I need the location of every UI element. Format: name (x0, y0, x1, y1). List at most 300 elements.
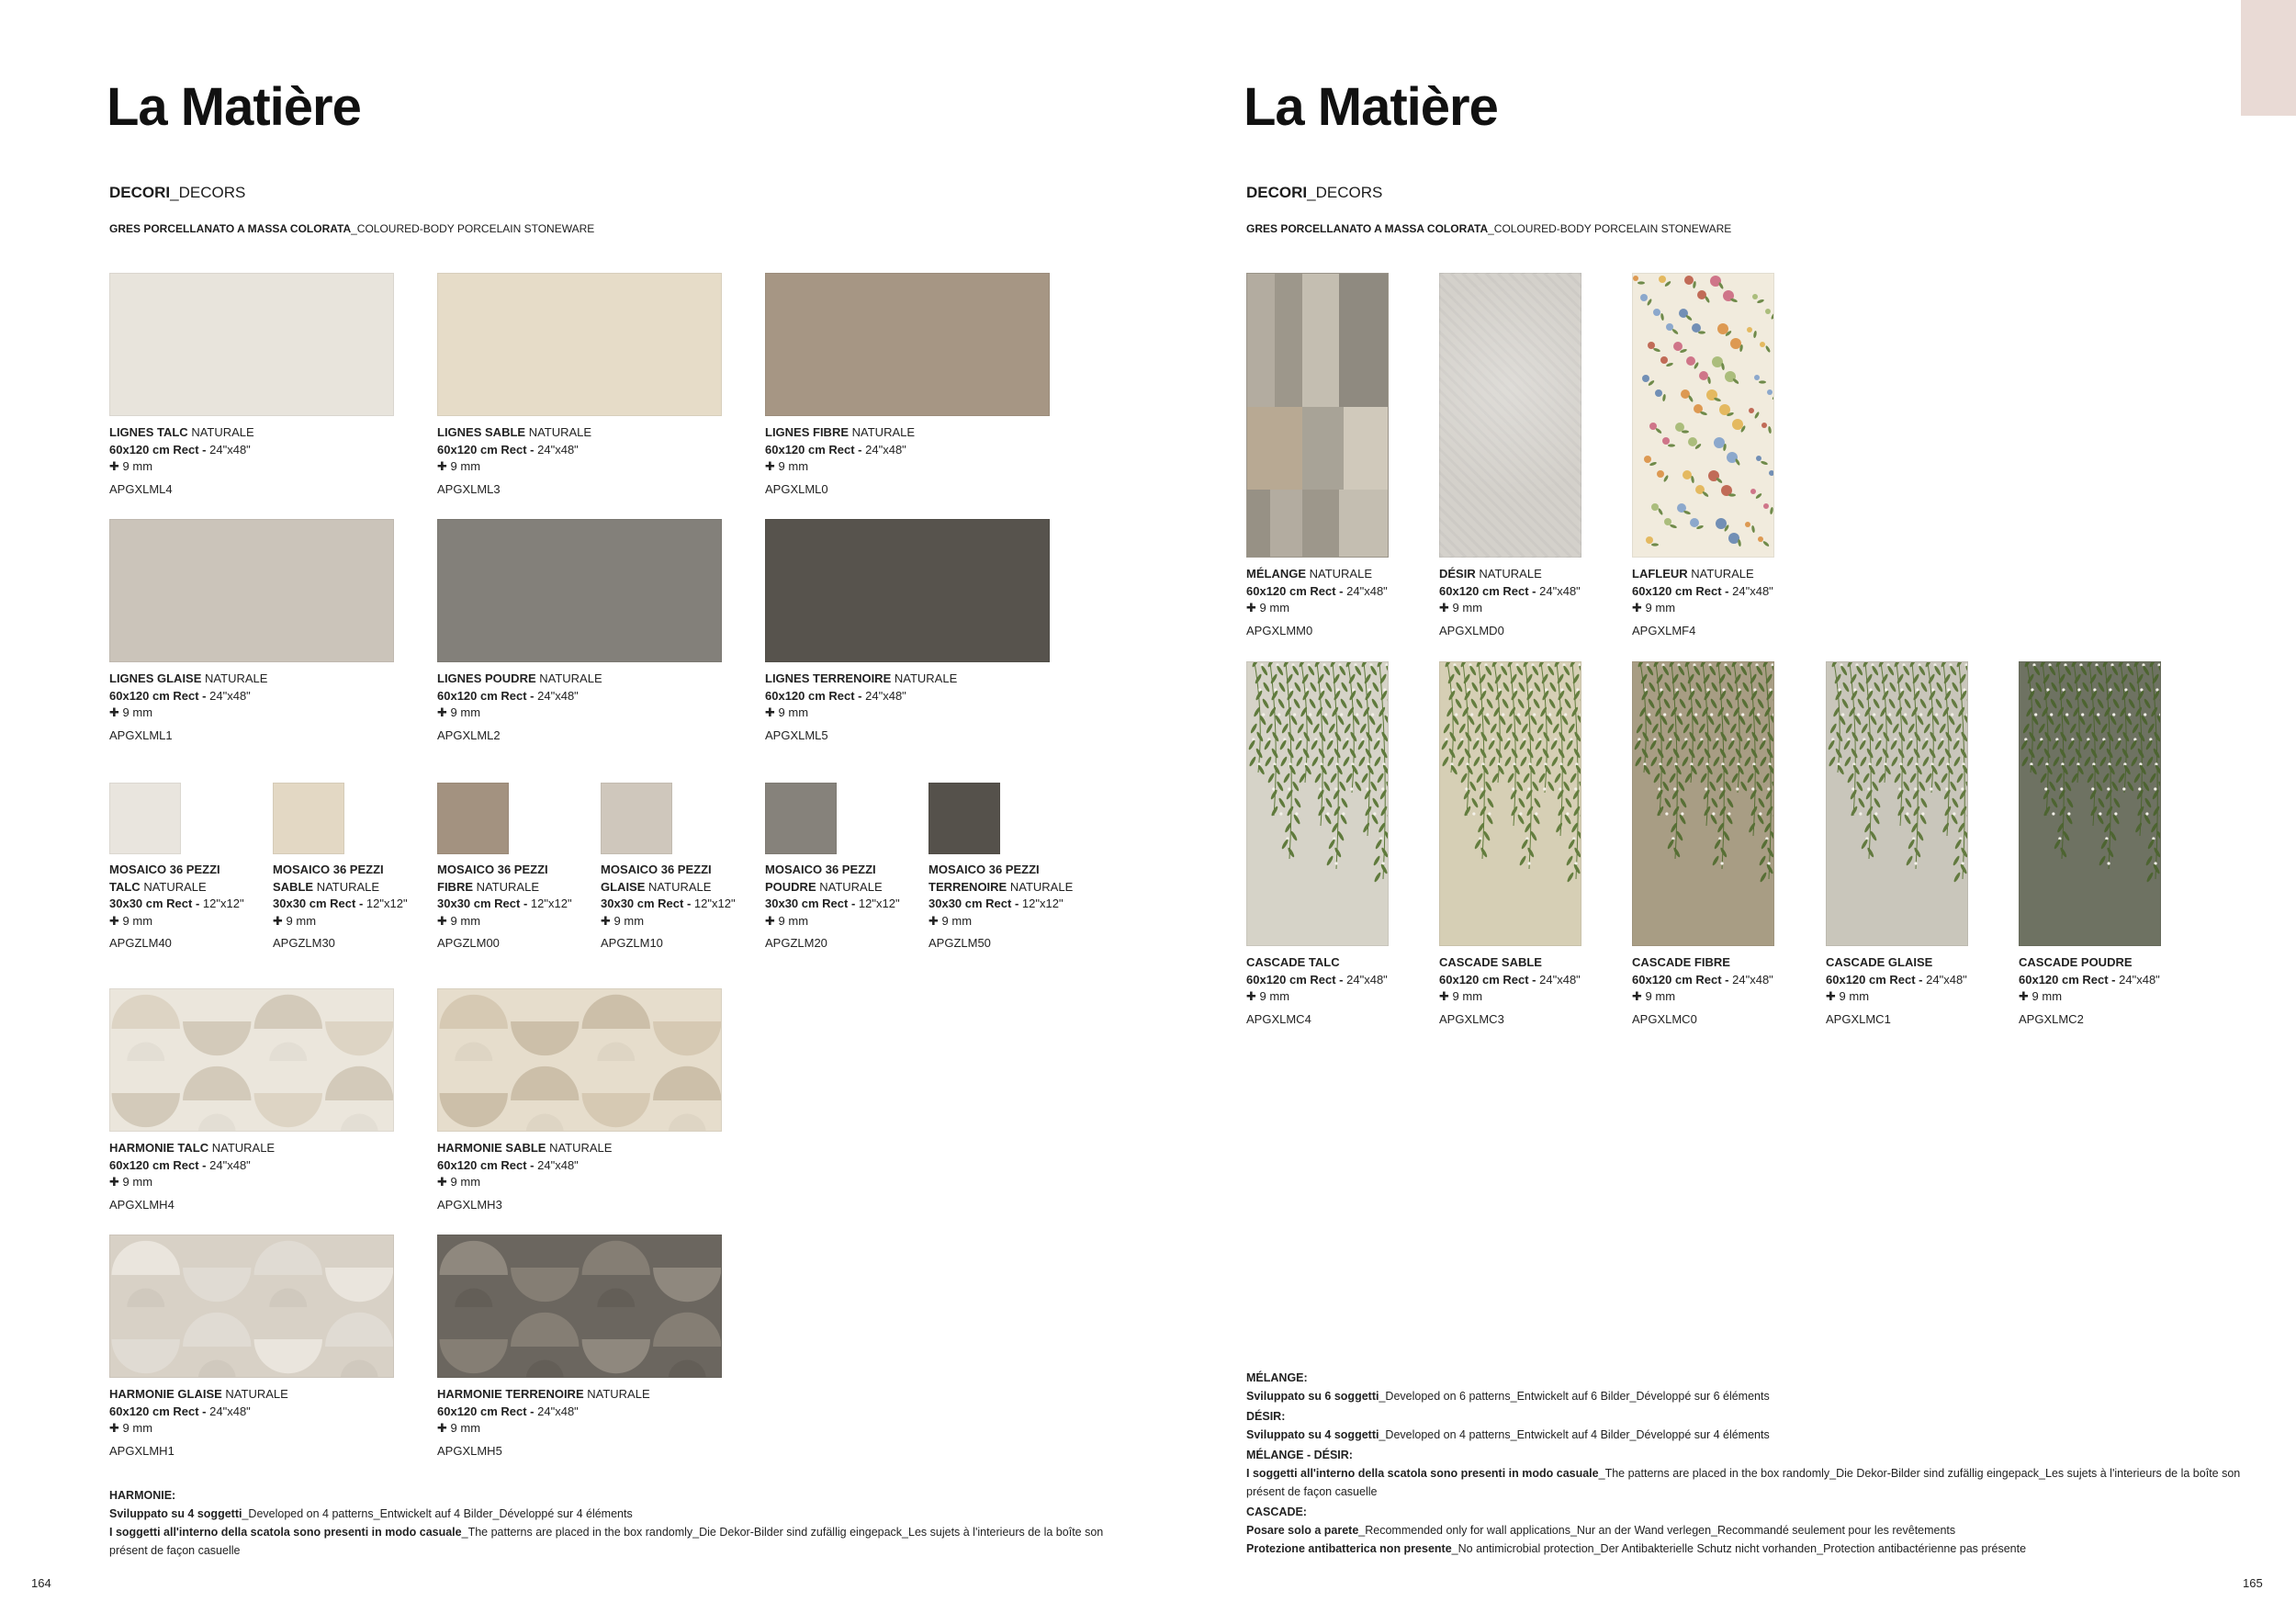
vine-leaf (1640, 673, 1649, 684)
page-title-right: La Matière (1244, 77, 1498, 137)
product-size: 60x120 cm Rect - (437, 1157, 535, 1172)
vine-leaf (1566, 855, 1574, 866)
vine-leaf (1663, 698, 1671, 709)
product-finish: NATURALE (587, 1387, 650, 1401)
product-thickness: 9 mm (122, 913, 153, 928)
product-code: APGXLMH1 (109, 1443, 174, 1458)
vine-leaf (1482, 830, 1491, 841)
product-finish: NATURALE (549, 1141, 613, 1155)
vine-leaf (1554, 773, 1562, 784)
floral-pattern (1633, 274, 1774, 558)
vine-leaf (1511, 748, 1519, 759)
vine-leaf (1486, 682, 1494, 693)
half-circle-motif (511, 1021, 579, 1055)
vine-leaf (1698, 723, 1706, 734)
vine-leaf (1283, 773, 1291, 784)
flower-motif (1745, 522, 1750, 527)
product-size: 60x120 cm Rect - (1439, 972, 1536, 987)
vine-leaf (1888, 698, 1896, 709)
vine-leaf (1943, 789, 1952, 800)
vine-leaf (1365, 748, 1373, 759)
vine-leaf (1373, 855, 1381, 866)
vine-leaf (1488, 756, 1496, 767)
thickness-icon: ✚ (765, 459, 775, 473)
vine-leaf (2058, 789, 2066, 800)
section-heading-left: DECORI_DECORS (109, 184, 246, 201)
product-code: APGXLML3 (437, 481, 501, 496)
half-circle-motif (440, 1093, 508, 1127)
vine-leaf (1757, 814, 1765, 825)
product-size: 60x120 cm Rect - (109, 688, 207, 703)
vine-leaf (1490, 723, 1498, 734)
vine-leaf (1317, 690, 1325, 701)
vine-leaf (1270, 673, 1278, 684)
vine-leaf (1700, 773, 1708, 784)
vine-leaf (1710, 814, 1718, 825)
half-circle-motif (183, 1021, 251, 1055)
vine-leaf (1694, 698, 1703, 709)
vine-leaf (1696, 756, 1705, 767)
vine-leaf (1850, 673, 1858, 684)
vine-leaf (1840, 665, 1848, 676)
blossom-dot (1966, 713, 1968, 716)
thickness-icon: ✚ (437, 1421, 447, 1435)
blossom-dot (2154, 787, 2156, 790)
vine-leaf (1672, 847, 1681, 858)
vine-leaf (1522, 662, 1530, 668)
vine-leaf (1364, 789, 1372, 800)
melange-block (1247, 274, 1275, 407)
half-circle-motif (254, 1093, 322, 1127)
vine-leaf (1925, 773, 1933, 784)
product-size: 60x120 cm Rect - (437, 1404, 535, 1418)
vine-leaf (2089, 789, 2098, 800)
product-name: HARMONIE SABLE (437, 1141, 546, 1155)
blossom-dot (1564, 713, 1567, 716)
product-code: APGXLMH4 (109, 1197, 174, 1212)
vine-leaf (1890, 756, 1898, 767)
vine-leaf (1876, 723, 1885, 734)
vine-leaf (2114, 756, 2122, 767)
vine-leaf (1648, 682, 1656, 693)
tile-swatch-apgxlmc3 (1439, 661, 1581, 946)
product-name: LIGNES TERRENOIRE (765, 671, 892, 685)
vine-leaf (2152, 690, 2160, 701)
vine-leaf (1873, 797, 1881, 808)
vine-leaf (1863, 773, 1871, 784)
vine-leaf (1348, 690, 1356, 701)
vine-leaf (1908, 723, 1916, 734)
vine-leaf (2065, 698, 2074, 709)
product-name: GLAISE (601, 879, 646, 894)
vine-leaf (1463, 673, 1471, 684)
vine-leaf (1324, 698, 1333, 709)
vine-leaf (1929, 748, 1937, 759)
vine-leaf (1906, 855, 1914, 866)
half-circle-motif (511, 1313, 579, 1347)
vine-leaf (1342, 739, 1350, 750)
vine-leaf (1328, 723, 1336, 734)
product-code: APGZLM20 (765, 936, 827, 950)
vine-leaf (1361, 773, 1369, 784)
vine-leaf (1718, 789, 1727, 800)
vine-leaf (2064, 781, 2072, 792)
vine-leaf (1470, 682, 1479, 693)
flower-motif (1747, 327, 1752, 333)
vine-leaf (2105, 690, 2113, 701)
vine-leaf (1726, 797, 1734, 808)
product-size-inches: 24"x48" (209, 442, 251, 457)
vine-leaf (2062, 715, 2070, 726)
material-subtitle-left: GRES PORCELLANATO A MASSA COLORATA_COLOURED-BODY PORCELAIN STONEWARE (109, 222, 595, 235)
vine-leaf (1708, 781, 1716, 792)
vine-leaf (1354, 781, 1362, 792)
vine-leaf (1482, 715, 1491, 726)
vine-leaf (1334, 847, 1342, 858)
vine-leaf (1286, 806, 1294, 817)
vine-leaf (2089, 690, 2098, 701)
vine-leaf (1939, 723, 1947, 734)
leaf-motif (1754, 412, 1761, 420)
vine-leaf (2064, 665, 2072, 676)
vine-leaf (1873, 814, 1881, 825)
vine-leaf (1761, 662, 1770, 668)
vine-leaf (1908, 839, 1916, 850)
vine-leaf (1262, 698, 1270, 709)
blossom-dot (1356, 713, 1358, 716)
blossom-dot (2145, 812, 2148, 815)
half-circle-motif (653, 1021, 721, 1055)
vine-leaf (1510, 673, 1518, 684)
vine-leaf (1677, 665, 1685, 676)
vine-leaf (1494, 673, 1503, 684)
vine-leaf (1322, 781, 1331, 792)
product-size-inches: 24"x48" (1926, 972, 1967, 987)
vine-leaf (2128, 698, 2136, 709)
thickness-icon: ✚ (1246, 601, 1256, 615)
vine-leaf (1333, 690, 1341, 701)
vine-leaf (1500, 665, 1508, 676)
vine-leaf (1651, 723, 1660, 734)
vine-leaf (1371, 814, 1379, 825)
vine-leaf (1455, 682, 1463, 693)
notes-right (1246, 1369, 2240, 1558)
vine-leaf (1348, 673, 1356, 684)
vine-leaf (1955, 662, 1964, 668)
vine-leaf (1517, 797, 1525, 808)
product-size: 30x30 cm Rect - (765, 897, 856, 910)
vine-leaf (2043, 748, 2052, 759)
vine-leaf (1354, 665, 1362, 676)
vine-leaf (1743, 739, 1751, 750)
vine-leaf (1710, 682, 1718, 693)
flower-motif (1712, 356, 1723, 367)
vine-leaf (1759, 855, 1767, 866)
tile-swatch-apgxlml0 (765, 273, 1050, 416)
blossom-dot (1319, 787, 1322, 790)
product-name: CASCADE FIBRE (1632, 955, 1730, 969)
note-heading: MÉLANGE: (1246, 1371, 1308, 1384)
vine-leaf (2038, 723, 2046, 734)
blossom-dot (2067, 812, 2070, 815)
product-code: APGZLM40 (109, 936, 172, 950)
blossom-dot (2159, 713, 2161, 716)
half-circle-motif (455, 1289, 492, 1307)
cascade-pattern (1440, 662, 1581, 946)
vine-leaf (1896, 673, 1905, 684)
vine-leaf (1634, 756, 1642, 767)
blossom-dot (1851, 787, 1854, 790)
vine-leaf (2062, 830, 2070, 841)
product-size-inches: 24"x48" (1732, 583, 1773, 598)
product-thickness: 9 mm (450, 459, 481, 473)
vine-leaf (1963, 715, 1968, 726)
vine-leaf (2112, 814, 2121, 825)
vine-leaf (1648, 698, 1656, 709)
product-code: APGXLMD0 (1439, 623, 1504, 637)
vine-leaf (2159, 698, 2161, 709)
vine-leaf (1646, 665, 1654, 676)
thickness-icon: ✚ (929, 913, 939, 928)
vine-leaf (1954, 723, 1963, 734)
product-size: 30x30 cm Rect - (601, 897, 692, 910)
vine-leaf (2090, 748, 2099, 759)
blossom-dot (1334, 787, 1337, 790)
vine-leaf (1966, 814, 1968, 825)
vine-leaf (1693, 665, 1701, 676)
blossom-dot (1873, 713, 1875, 716)
vine-leaf (1869, 715, 1877, 726)
half-circle-motif (669, 1360, 706, 1378)
vine-leaf (1750, 690, 1758, 701)
flower-motif (1640, 294, 1648, 301)
half-circle-motif (440, 1241, 508, 1275)
vine-leaf (2067, 739, 2076, 750)
blossom-dot (1945, 787, 1948, 790)
half-circle-motif (198, 1114, 236, 1132)
vine-leaf (1295, 756, 1303, 767)
vine-leaf (1279, 739, 1288, 750)
product-finish: NATURALE (1479, 567, 1542, 581)
vine-leaf (1321, 715, 1329, 726)
vine-leaf (1667, 839, 1675, 850)
blossom-dot (1535, 812, 1537, 815)
vine-leaf (1649, 756, 1658, 767)
vine-leaf (1679, 814, 1687, 825)
vine-leaf (1959, 690, 1967, 701)
tile-swatch-apgxlmm0 (1246, 273, 1389, 558)
blossom-dot (1728, 812, 1730, 815)
half-circle-motif (183, 1313, 251, 1347)
flower-motif (1644, 456, 1651, 463)
product-size-inches: 24"x48" (1539, 972, 1581, 987)
half-circle-motif (653, 1313, 721, 1347)
vine-leaf (1570, 773, 1578, 784)
vine-leaf (1687, 673, 1695, 684)
vine-leaf (1560, 715, 1569, 726)
vine-leaf (1572, 690, 1581, 701)
vine-leaf (1671, 789, 1680, 800)
flower-motif (1686, 356, 1695, 366)
vine-leaf (1356, 682, 1364, 693)
vine-leaf (1387, 797, 1389, 808)
blossom-dot (1841, 713, 1844, 716)
blossom-dot (2128, 713, 2131, 716)
leaf-motif (1728, 493, 1736, 496)
harmonie-pattern (438, 1235, 722, 1378)
leaf-motif (1638, 281, 1645, 284)
vine-leaf (1480, 748, 1488, 759)
vine-leaf (1750, 789, 1758, 800)
page-title-left: La Matière (107, 77, 361, 137)
flower-motif (1750, 489, 1756, 494)
vine-leaf (1526, 731, 1535, 742)
vine-leaf (1484, 665, 1492, 676)
product-thickness: 9 mm (1645, 989, 1676, 1003)
leaf-motif (1751, 525, 1756, 533)
vine-leaf (1773, 682, 1774, 693)
vine-leaf (1918, 781, 1926, 792)
vine-leaf (1759, 739, 1767, 750)
blossom-dot (1904, 713, 1907, 716)
half-circle-motif (526, 1360, 564, 1378)
vine-leaf (1933, 781, 1941, 792)
product-size-inches: 12"x12" (530, 897, 572, 910)
blossom-dot (1914, 862, 1917, 864)
blossom-dot (1373, 812, 1376, 815)
tile-caption (273, 862, 408, 953)
blossom-dot (1859, 812, 1862, 815)
leaf-motif (1682, 430, 1689, 433)
vine-leaf (1271, 748, 1279, 759)
vine-leaf (1850, 789, 1858, 800)
flower-motif (1662, 437, 1670, 445)
vine-leaf (1941, 773, 1949, 784)
vine-leaf (1515, 665, 1524, 676)
product-code: APGXLMH5 (437, 1443, 502, 1458)
product-finish: NATURALE (648, 879, 712, 894)
blossom-dot (1366, 787, 1368, 790)
product-finish: NATURALE (476, 879, 540, 894)
vine-leaf (1277, 682, 1286, 693)
vine-leaf (1326, 739, 1334, 750)
product-size: 60x120 cm Rect - (1246, 583, 1344, 598)
tile-swatch-apgxlmd0 (1439, 273, 1581, 558)
vine-leaf (1735, 748, 1743, 759)
tile-swatch-apgxlml4 (109, 273, 394, 416)
vine-leaf (1277, 797, 1286, 808)
vine-leaf (1293, 797, 1301, 808)
page-number-right: 165 (2243, 1576, 2263, 1590)
vine-leaf (1371, 698, 1379, 709)
product-thickness: 9 mm (1259, 989, 1290, 1003)
leaf-motif (1651, 543, 1659, 546)
vine-leaf (1311, 756, 1319, 767)
vine-leaf (1769, 715, 1774, 726)
vine-leaf (1718, 806, 1727, 817)
vine-leaf (1748, 822, 1756, 833)
thickness-icon: ✚ (2019, 989, 2029, 1003)
blossom-dot (1888, 713, 1891, 716)
blossom-dot (2122, 787, 2125, 790)
vine-leaf (2079, 665, 2088, 676)
vine-leaf (1724, 781, 1732, 792)
product-size: 60x120 cm Rect - (437, 442, 535, 457)
flower-motif (1648, 342, 1655, 349)
vine-leaf (1747, 773, 1755, 784)
blossom-dot (1720, 787, 1723, 790)
blossom-dot (1665, 812, 1668, 815)
vine-leaf (1552, 723, 1560, 734)
leaf-motif (1698, 331, 1705, 333)
blossom-dot (1961, 787, 1964, 790)
vine-leaf (1661, 781, 1670, 792)
vine-leaf (2134, 822, 2143, 833)
flower-motif (1664, 518, 1671, 525)
vine-leaf (1514, 715, 1522, 726)
vine-leaf (2050, 682, 2058, 693)
vine-leaf (1443, 723, 1451, 734)
product-size-inches: 12"x12" (693, 897, 736, 910)
vine-leaf (2112, 682, 2121, 693)
tile-swatch-apgzlm00 (437, 783, 509, 854)
vine-leaf (1505, 723, 1514, 734)
vine-leaf (1857, 797, 1865, 808)
product-series: MOSAICO 36 PEZZI (273, 863, 384, 876)
tile-caption (437, 862, 572, 953)
tile-caption (765, 424, 915, 498)
vine-leaf (1921, 739, 1930, 750)
vine-leaf (1293, 814, 1301, 825)
product-size-inches: 24"x48" (1539, 583, 1581, 598)
leaf-motif (1762, 540, 1770, 547)
vine-leaf (1912, 690, 1920, 701)
flower-motif (1732, 419, 1743, 430)
vine-leaf (1383, 715, 1389, 726)
vine-leaf (1656, 690, 1664, 701)
vine-leaf (1276, 665, 1284, 676)
vine-leaf (1913, 731, 1921, 742)
product-name: LIGNES POUDRE (437, 671, 536, 685)
flower-motif (1697, 290, 1706, 299)
blossom-dot (1512, 787, 1514, 790)
vine-leaf (1564, 797, 1572, 808)
flower-motif (1692, 323, 1701, 333)
product-thickness: 9 mm (1452, 989, 1483, 1003)
vine-leaf (1731, 773, 1739, 784)
vine-leaf (1291, 781, 1300, 792)
flower-motif (1684, 276, 1694, 285)
flower-motif (1681, 389, 1690, 399)
tile-swatch-apgxlmh1 (109, 1235, 394, 1378)
vine-leaf (1336, 715, 1345, 726)
vine-leaf (2095, 665, 2103, 676)
tile-caption (437, 1386, 650, 1460)
half-circle-motif (341, 1360, 378, 1378)
vine-leaf (1362, 822, 1370, 833)
melange-pattern (1247, 274, 1389, 558)
vine-leaf (1526, 847, 1535, 858)
vine-leaf (1521, 723, 1529, 734)
vine-leaf (1953, 855, 1961, 866)
product-finish: NATURALE (528, 425, 592, 439)
tile-swatch-apgzlm50 (929, 783, 1000, 854)
note-line: Sviluppato su 4 soggetti_Developed on 4 patterns_Entwickelt auf 4 Bilder_Développé sur 4 éléments (1246, 1428, 1770, 1441)
vine-leaf (1550, 756, 1559, 767)
melange-block (1339, 274, 1389, 407)
half-circle-motif (597, 1289, 635, 1307)
product-series: MOSAICO 36 PEZZI (929, 863, 1040, 876)
